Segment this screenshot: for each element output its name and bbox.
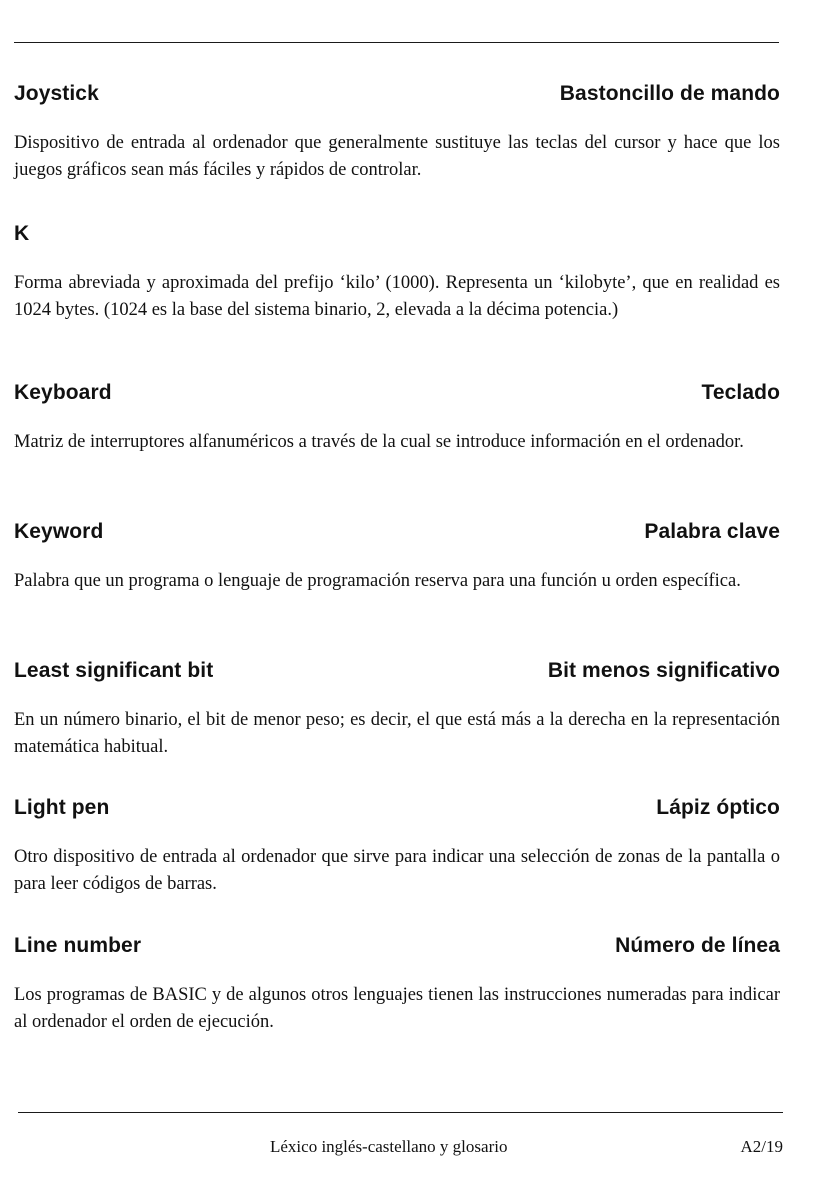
entry-definition: Otro dispositivo de entrada al ordenador que sirve para indicar una selección de zonas de la pantalla o para leer códigos de barras. xyxy=(14,847,780,894)
entry-term: K xyxy=(14,222,30,245)
entry-keyboard xyxy=(14,381,780,456)
entry-translation: Teclado xyxy=(701,381,780,404)
entry-definition: Matriz de interruptores alfanuméricos a través de la cual se introduce información en el ordenador. xyxy=(14,432,744,452)
entry-definition: Los programas de BASIC y de algunos otros lenguajes tienen las instrucciones numeradas para indicar al ordenador el orden de ejecución. xyxy=(14,985,780,1032)
page-number: A2/19 xyxy=(740,1137,783,1156)
entry-term: Light pen xyxy=(14,796,110,819)
entry-light-pen xyxy=(14,796,780,898)
entry-translation: Palabra clave xyxy=(644,520,780,543)
entry-term: Line number xyxy=(14,934,142,957)
entry-translation: Bastoncillo de mando xyxy=(559,82,780,105)
entry-term: Keyword xyxy=(14,520,104,543)
entry-definition: Forma abreviada y aproximada del prefijo ‘kilo’ (1000). Representa un ‘kilobyte’, que en realidad es 1024 bytes. (1024 es la base del sistema binario, 2, elevada a la décima potencia.) xyxy=(14,273,780,320)
entry-term: Joystick xyxy=(14,82,99,105)
entry-term: Least significant bit xyxy=(14,659,214,682)
entry-joystick xyxy=(14,82,780,184)
footer-title: Léxico inglés-castellano y glosario xyxy=(270,1137,508,1156)
entry-least-significant-bit xyxy=(14,659,780,761)
entry-line-number xyxy=(14,934,780,1036)
entry-translation: Bit menos significativo xyxy=(547,659,780,682)
entry-definition: Palabra que un programa o lenguaje de programación reserva para una función u orden específica. xyxy=(14,571,741,591)
top-rule xyxy=(14,42,779,43)
entry-definition: En un número binario, el bit de menor peso; es decir, el que está más a la derecha en la representación matemática habitual. xyxy=(14,710,780,757)
entry-definition: Dispositivo de entrada al ordenador que generalmente sustituye las teclas del cursor y hace que los juegos gráficos sean más fáciles y rápidos de controlar. xyxy=(14,133,780,180)
entry-keyword xyxy=(14,520,780,595)
bottom-rule xyxy=(18,1112,783,1113)
entry-k xyxy=(14,222,780,324)
entry-translation: Número de línea xyxy=(615,934,780,957)
entry-translation: Lápiz óptico xyxy=(656,796,780,819)
entry-term: Keyboard xyxy=(14,381,112,404)
